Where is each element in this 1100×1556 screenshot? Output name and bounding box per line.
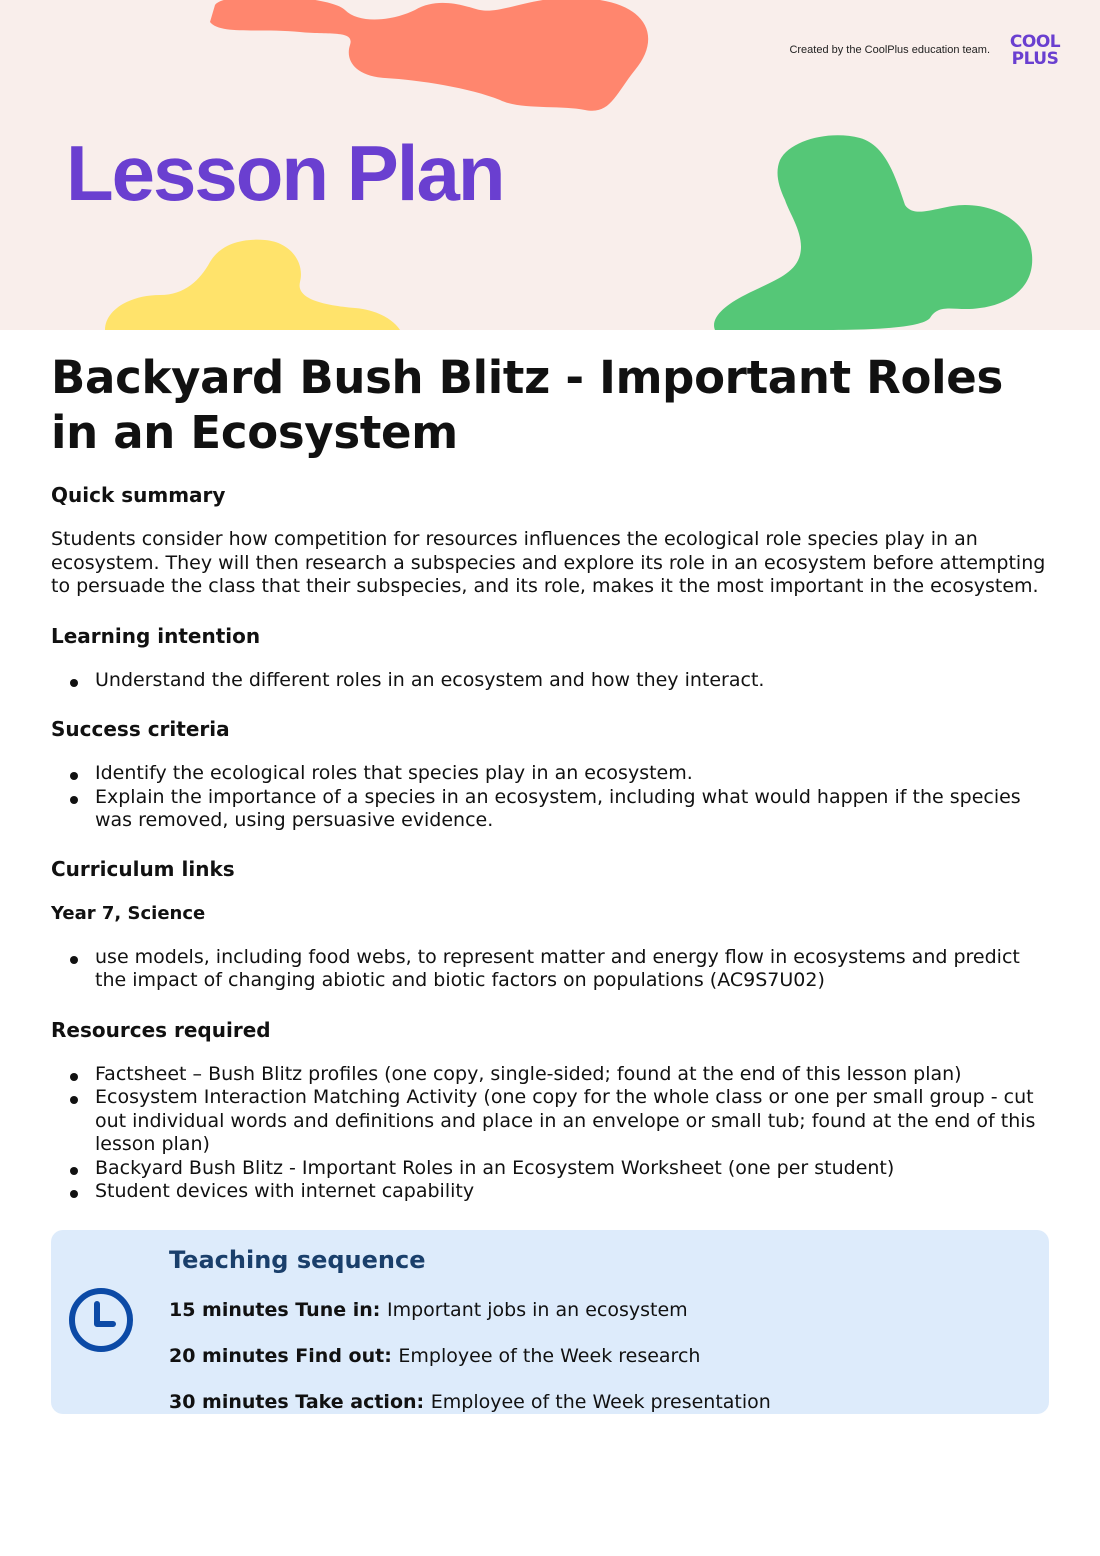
sequence-title: Teaching sequence (169, 1246, 426, 1274)
curriculum-list (51, 946, 1051, 993)
summary-heading: Quick summary (51, 483, 226, 507)
list-item: Explain the importance of a species in an ecosystem, including what would happen if the species was removed, using persuasive evidence. (51, 786, 1051, 833)
intention-list (51, 669, 1051, 693)
list-item: Student devices with internet capability (51, 1180, 1051, 1204)
green-blob (714, 135, 1032, 330)
success-heading: Success criteria (51, 717, 230, 741)
logo-line2: PLUS (1011, 49, 1059, 69)
sequence-row-label: 30 minutes Take action: (169, 1391, 431, 1413)
hero-title: Lesson Plan (66, 129, 504, 217)
lesson-title: Backyard Bush Blitz - Important Roles in an Ecosystem (51, 351, 1003, 459)
curriculum-heading: Curriculum links (51, 856, 235, 881)
sequence-row (169, 1390, 771, 1414)
list-item: use models, including food webs, to represent matter and energy flow in ecosystems and predict the impact of changing abiotic and biotic factors on populations (AC9S7U02) (51, 946, 1051, 993)
lesson-content (51, 350, 1051, 1204)
sequence-body (169, 1244, 771, 1414)
summary-text: Students consider how competition for resources influences the ecological role species play in an ecosystem. They will then research a subspecies and explore its role in an ecosystem before attempting to persuade the class that their subspecies, and its role, makes it the most important in the ecosystem. (51, 528, 1046, 597)
coral-blob (210, 0, 648, 111)
clock-icon (67, 1286, 135, 1354)
resources-heading: Resources required (51, 1017, 271, 1042)
list-item: Ecosystem Interaction Matching Activity (one copy for the whole class or one per small group - cut out individual words and definitions and place in an envelope or small tub; found at the end of this lesson plan) (51, 1086, 1051, 1157)
curriculum-subheading: Year 7, Science (51, 902, 206, 924)
sequence-row-text: Employee of the Week presentation (430, 1391, 771, 1413)
success-list (51, 762, 1051, 833)
list-item: Identify the ecological roles that species play in an ecosystem. (51, 762, 1051, 786)
coolplus-logo (1004, 34, 1066, 74)
sequence-row-text: Employee of the Week research (398, 1345, 701, 1367)
sequence-row (169, 1344, 771, 1368)
teaching-sequence-box (51, 1230, 1049, 1414)
sequence-row-label: 20 minutes Find out: (169, 1345, 399, 1367)
intention-heading: Learning intention (51, 623, 261, 648)
list-item: Understand the different roles in an ecosystem and how they interact. (51, 669, 1051, 693)
sequence-row (169, 1298, 771, 1322)
credit-text: Created by the CoolPlus education team. (789, 44, 990, 56)
list-item: Backyard Bush Blitz - Important Roles in an Ecosystem Worksheet (one per student) (51, 1157, 1051, 1181)
yellow-blob (105, 240, 400, 330)
resources-list (51, 1063, 1051, 1204)
logo-line1: COOL (1009, 32, 1061, 52)
sequence-row-text: Important jobs in an ecosystem (387, 1299, 688, 1321)
sequence-row-label: 15 minutes Tune in: (169, 1299, 387, 1321)
list-item: Factsheet – Bush Blitz profiles (one copy, single-sided; found at the end of this lesson plan) (51, 1063, 1051, 1087)
hero-banner (0, 0, 1100, 330)
